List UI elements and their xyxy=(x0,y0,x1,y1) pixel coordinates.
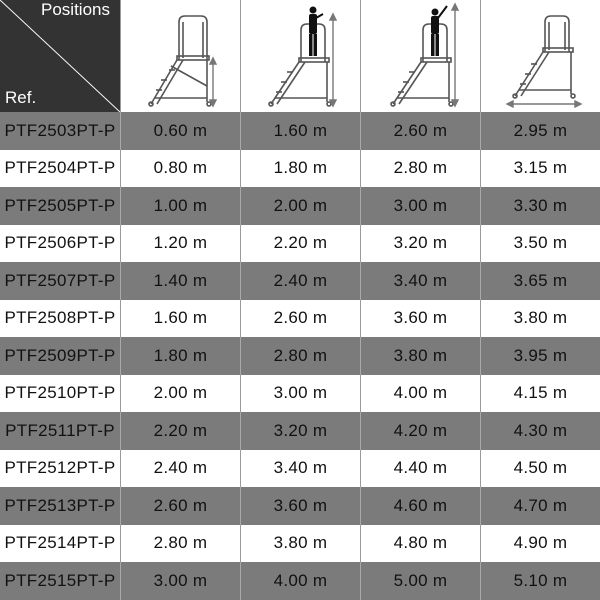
reach-height-cell: 2.80 m xyxy=(360,150,480,188)
reach-height-icon xyxy=(361,0,481,112)
platform-height-cell: 0.80 m xyxy=(120,150,240,188)
platform-height-cell: 2.80 m xyxy=(120,525,240,563)
reach-height-cell: 3.00 m xyxy=(360,187,480,225)
working-height-cell: 3.20 m xyxy=(240,412,360,450)
table-row xyxy=(0,187,600,225)
platform-height-cell: 2.00 m xyxy=(120,375,240,413)
working-height-cell: 2.20 m xyxy=(240,225,360,263)
base-depth-cell: 2.95 m xyxy=(480,112,600,150)
reach-height-cell: 4.40 m xyxy=(360,450,480,488)
table-row xyxy=(0,262,600,300)
base-depth-icon xyxy=(481,0,600,112)
ref-cell: PTF2515PT-P xyxy=(4,570,116,590)
platform-height-cell: 0.60 m xyxy=(120,112,240,150)
ref-cell: PTF2508PT-P xyxy=(4,308,116,328)
platform-height-cell: 1.60 m xyxy=(120,300,240,338)
ref-cell: PTF2507PT-P xyxy=(4,270,116,290)
platform-height-icon xyxy=(121,0,241,112)
base-depth-cell: 3.65 m xyxy=(480,262,600,300)
table-row xyxy=(0,150,600,188)
reach-height-cell: 3.60 m xyxy=(360,300,480,338)
header-reach-height xyxy=(360,0,480,112)
base-depth-cell: 3.80 m xyxy=(480,300,600,338)
working-height-cell: 2.00 m xyxy=(240,187,360,225)
working-height-cell: 2.40 m xyxy=(240,262,360,300)
table-row xyxy=(0,300,600,338)
working-height-cell: 3.80 m xyxy=(240,525,360,563)
table-row xyxy=(0,450,600,488)
platform-height-cell: 1.00 m xyxy=(120,187,240,225)
base-depth-cell: 4.50 m xyxy=(480,450,600,488)
ref-cell: PTF2504PT-P xyxy=(4,158,116,178)
ref-cell: PTF2503PT-P xyxy=(4,120,116,140)
reach-height-cell: 4.00 m xyxy=(360,375,480,413)
working-height-cell: 3.60 m xyxy=(240,487,360,525)
reach-height-cell: 3.20 m xyxy=(360,225,480,263)
base-depth-cell: 3.15 m xyxy=(480,150,600,188)
base-depth-cell: 4.15 m xyxy=(480,375,600,413)
working-height-cell: 4.00 m xyxy=(240,562,360,600)
base-depth-cell: 4.90 m xyxy=(480,525,600,563)
table-header xyxy=(0,0,600,112)
working-height-cell: 1.60 m xyxy=(240,112,360,150)
ref-cell: PTF2513PT-P xyxy=(4,495,116,515)
platform-height-cell: 1.20 m xyxy=(120,225,240,263)
table-row xyxy=(0,225,600,263)
base-depth-cell: 5.10 m xyxy=(480,562,600,600)
ref-cell: PTF2510PT-P xyxy=(4,383,116,403)
ref-label: Ref. xyxy=(5,88,37,107)
ref-cell: PTF2506PT-P xyxy=(4,233,116,253)
reach-height-cell: 3.40 m xyxy=(360,262,480,300)
table-body xyxy=(0,112,600,600)
header-base-depth xyxy=(480,0,600,112)
reach-height-cell: 4.60 m xyxy=(360,487,480,525)
working-height-cell: 3.00 m xyxy=(240,375,360,413)
working-height-cell: 3.40 m xyxy=(240,450,360,488)
base-depth-cell: 4.30 m xyxy=(480,412,600,450)
positions-label: Positions xyxy=(41,0,110,19)
table-row xyxy=(0,412,600,450)
base-depth-cell: 4.70 m xyxy=(480,487,600,525)
header-corner-cell xyxy=(0,0,120,112)
base-depth-cell: 3.95 m xyxy=(480,337,600,375)
reach-height-cell: 2.60 m xyxy=(360,112,480,150)
ref-cell: PTF2509PT-P xyxy=(4,345,116,365)
header-platform-height xyxy=(120,0,240,112)
working-height-cell: 1.80 m xyxy=(240,150,360,188)
reach-height-cell: 3.80 m xyxy=(360,337,480,375)
platform-height-cell: 3.00 m xyxy=(120,562,240,600)
reach-height-cell: 4.80 m xyxy=(360,525,480,563)
platform-height-cell: 2.40 m xyxy=(120,450,240,488)
base-depth-cell: 3.50 m xyxy=(480,225,600,263)
table-row xyxy=(0,562,600,600)
working-height-cell: 2.60 m xyxy=(240,300,360,338)
reach-height-cell: 5.00 m xyxy=(360,562,480,600)
table-row xyxy=(0,375,600,413)
platform-height-cell: 1.80 m xyxy=(120,337,240,375)
table-row xyxy=(0,525,600,563)
base-depth-cell: 3.30 m xyxy=(480,187,600,225)
platform-height-cell: 1.40 m xyxy=(120,262,240,300)
ref-cell: PTF2505PT-P xyxy=(4,195,116,215)
table-row xyxy=(0,112,600,150)
working-height-icon xyxy=(241,0,361,112)
working-height-cell: 2.80 m xyxy=(240,337,360,375)
header-working-height xyxy=(240,0,360,112)
table-row xyxy=(0,487,600,525)
table-row xyxy=(0,337,600,375)
ref-cell: PTF2514PT-P xyxy=(4,533,116,553)
reach-height-cell: 4.20 m xyxy=(360,412,480,450)
platform-height-cell: 2.20 m xyxy=(120,412,240,450)
ref-cell: PTF2512PT-P xyxy=(4,458,116,478)
platform-height-cell: 2.60 m xyxy=(120,487,240,525)
ref-cell: PTF2511PT-P xyxy=(5,420,115,440)
